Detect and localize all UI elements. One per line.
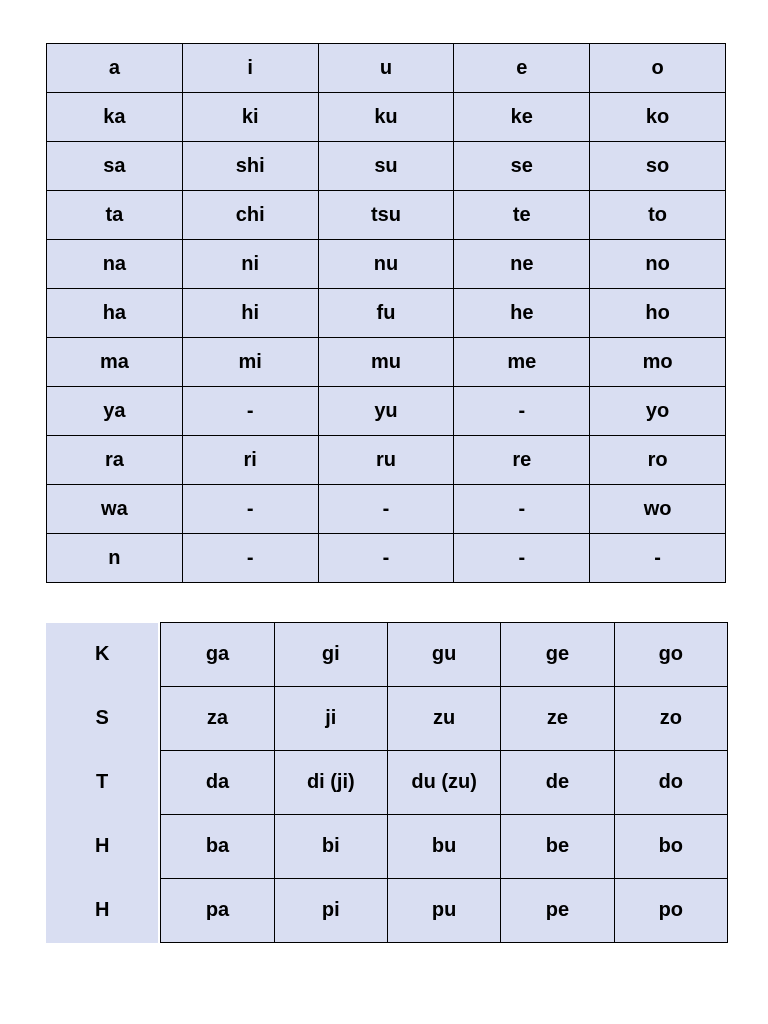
kana-cell: di (ji)	[274, 751, 387, 815]
kana-cell: se	[454, 142, 590, 191]
kana-cell: -	[182, 387, 318, 436]
kana-cell: pu	[387, 879, 500, 943]
kana-cell: na	[47, 240, 183, 289]
kana-cell: so	[590, 142, 726, 191]
kana-cell: mo	[590, 338, 726, 387]
table-row	[47, 534, 726, 583]
kana-cell: ri	[182, 436, 318, 485]
kana-cell: -	[182, 485, 318, 534]
kana-cell: -	[454, 485, 590, 534]
row-header: S	[46, 687, 158, 751]
kana-cell: ru	[318, 436, 454, 485]
kana-cell: ze	[501, 687, 614, 751]
kana-cell: su	[318, 142, 454, 191]
table-row	[46, 751, 728, 815]
kana-cell: zu	[387, 687, 500, 751]
kana-cell: zo	[614, 687, 727, 751]
table-row	[46, 623, 728, 687]
kana-cell: pi	[274, 879, 387, 943]
kana-cell: mu	[318, 338, 454, 387]
table-row	[47, 93, 726, 142]
kana-cell: gu	[387, 623, 500, 687]
table-row	[46, 687, 728, 751]
kana-cell: o	[590, 44, 726, 93]
row-header: H	[46, 815, 158, 879]
kana-cell: pe	[501, 879, 614, 943]
kana-cell: bu	[387, 815, 500, 879]
kana-cell: u	[318, 44, 454, 93]
kana-cell: me	[454, 338, 590, 387]
kana-cell: mi	[182, 338, 318, 387]
kana-cell: yu	[318, 387, 454, 436]
kana-cell: ko	[590, 93, 726, 142]
kana-cell: nu	[318, 240, 454, 289]
table-row	[47, 338, 726, 387]
voiced-kana-table	[46, 622, 728, 943]
kana-cell: sa	[47, 142, 183, 191]
kana-cell: -	[318, 534, 454, 583]
kana-cell: i	[182, 44, 318, 93]
row-header: K	[46, 623, 158, 687]
kana-cell: ki	[182, 93, 318, 142]
kana-cell: hi	[182, 289, 318, 338]
kana-cell: gi	[274, 623, 387, 687]
kana-cell: ga	[161, 623, 274, 687]
kana-cell: -	[454, 387, 590, 436]
kana-cell: ke	[454, 93, 590, 142]
kana-cell: ni	[182, 240, 318, 289]
kana-cell: -	[182, 534, 318, 583]
kana-cell: go	[614, 623, 727, 687]
kana-table	[46, 43, 726, 583]
kana-cell: za	[161, 687, 274, 751]
kana-cell: wo	[590, 485, 726, 534]
table-row	[47, 289, 726, 338]
kana-cell: ra	[47, 436, 183, 485]
kana-cell: shi	[182, 142, 318, 191]
kana-cell: po	[614, 879, 727, 943]
kana-cell: pa	[161, 879, 274, 943]
kana-cell: bo	[614, 815, 727, 879]
kana-cell: ya	[47, 387, 183, 436]
kana-cell: -	[454, 534, 590, 583]
kana-cell: he	[454, 289, 590, 338]
kana-cell: -	[318, 485, 454, 534]
kana-cell: wa	[47, 485, 183, 534]
kana-cell: no	[590, 240, 726, 289]
kana-cell: ro	[590, 436, 726, 485]
kana-cell: bi	[274, 815, 387, 879]
table-row	[47, 240, 726, 289]
kana-cell: ho	[590, 289, 726, 338]
table-row	[47, 436, 726, 485]
kana-cell: ma	[47, 338, 183, 387]
kana-cell: yo	[590, 387, 726, 436]
kana-cell: -	[590, 534, 726, 583]
kana-cell: chi	[182, 191, 318, 240]
kana-cell: ha	[47, 289, 183, 338]
row-header: T	[46, 751, 158, 815]
kana-cell: tsu	[318, 191, 454, 240]
table-row	[47, 485, 726, 534]
kana-cell: a	[47, 44, 183, 93]
kana-cell: ge	[501, 623, 614, 687]
kana-cell: ji	[274, 687, 387, 751]
row-header: H	[46, 879, 158, 943]
kana-cell: te	[454, 191, 590, 240]
kana-cell: ne	[454, 240, 590, 289]
kana-cell: ba	[161, 815, 274, 879]
kana-cell: to	[590, 191, 726, 240]
table-row	[47, 142, 726, 191]
kana-cell: re	[454, 436, 590, 485]
table-row	[46, 815, 728, 879]
kana-cell: ku	[318, 93, 454, 142]
kana-cell: be	[501, 815, 614, 879]
kana-cell: fu	[318, 289, 454, 338]
kana-cell: du (zu)	[387, 751, 500, 815]
table-row	[47, 44, 726, 93]
kana-cell: n	[47, 534, 183, 583]
kana-cell: ta	[47, 191, 183, 240]
kana-cell: da	[161, 751, 274, 815]
table-row	[47, 191, 726, 240]
table-row	[47, 387, 726, 436]
table-row	[46, 879, 728, 943]
kana-cell: do	[614, 751, 727, 815]
kana-cell: ka	[47, 93, 183, 142]
kana-cell: e	[454, 44, 590, 93]
kana-cell: de	[501, 751, 614, 815]
